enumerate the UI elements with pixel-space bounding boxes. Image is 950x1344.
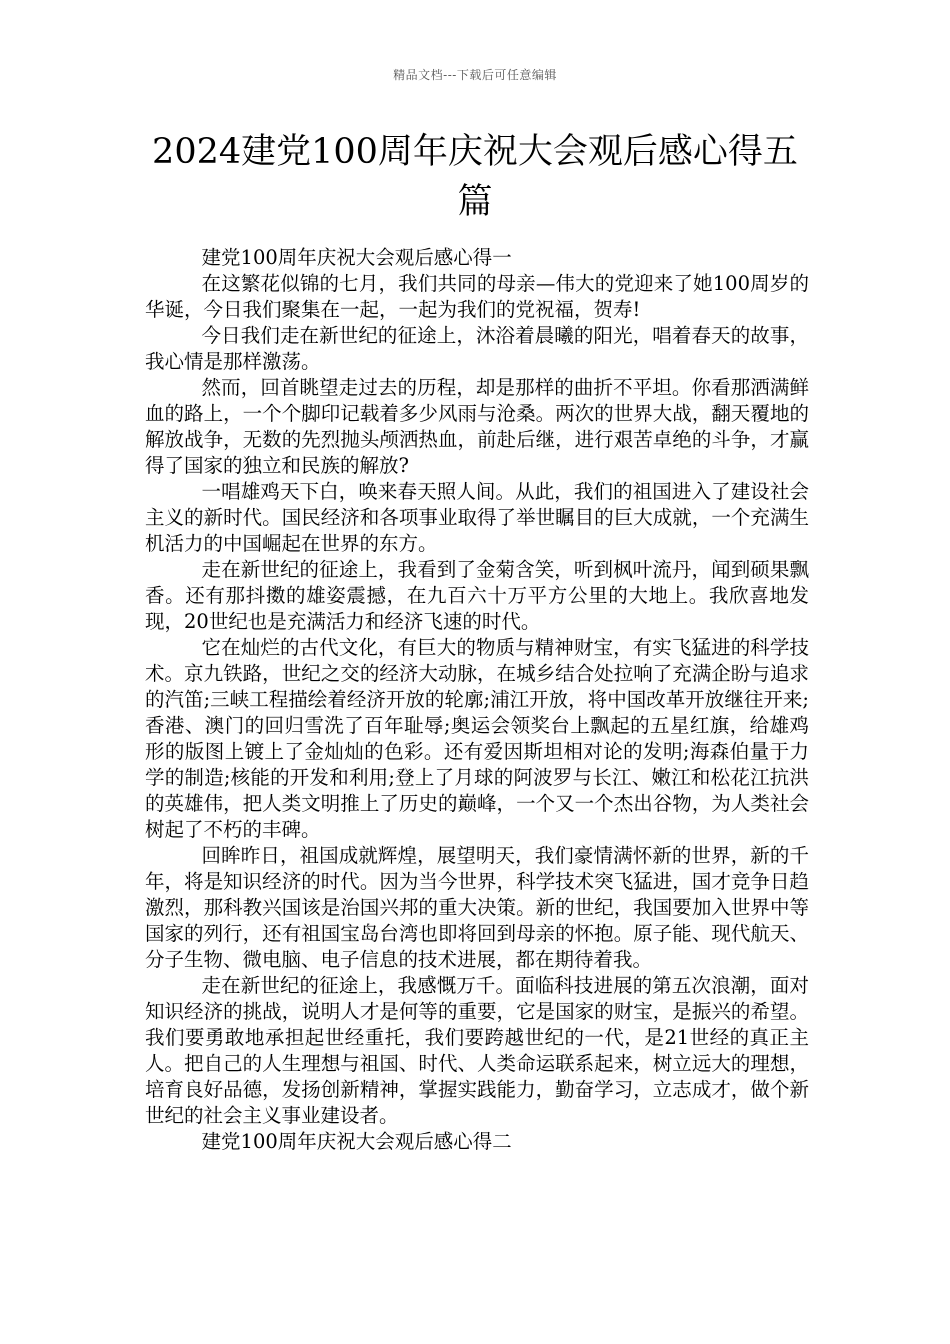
- paragraph: 它在灿烂的古代文化，有巨大的物质与精神财宝，有实飞猛进的科学技术。京九铁路，世纪之交的经济大动脉，在城乡结合处拉响了充满企盼与追求的汽笛;三峡工程描绘着经济开放的轮廓;浦江开放，将中国改革开放继往开来;香港、澳门的回归雪洗了百年耻辱;奥运会领奖台上飘起的五星红旗，给雄鸡形的版图上镀上了金灿灿的色彩。还有爱因斯坦相对论的发明;海森伯量于力学的制造;核能的开发和利用;登上了月球的阿波罗与长江、嫩江和松花江抗洪的英雄伟，把人类文明推上了历史的巅峰，一个又一个杰出谷物，为人类社会树起了不朽的丰碑。: [145, 636, 809, 841]
- document-title: 2024建党100周年庆祝大会观后感心得五篇: [152, 132, 798, 222]
- document-body: [145, 245, 809, 1155]
- paragraph: 回眸昨日，祖国成就辉煌，展望明天，我们豪情满怀新的世界，新的千年，将是知识经济的时代。因为当今世界，科学技术突飞猛进，国才竞争日趋激烈，那科教兴国该是治国兴邦的重大决策。新的世纪，我国要加入世界中等国家的列行，还有祖国宝岛台湾也即将回到母亲的怀抱。原子能、现代航天、分子生物、微电脑、电子信息的技术进展，都在期待着我。: [145, 844, 809, 971]
- paragraph: 然而，回首眺望走过去的历程，却是那样的曲折不平坦。你看那洒满鲜血的路上，一个个脚印记载着多少风雨与沧桑。两次的世界大战，翻天覆地的解放战争，无数的先烈抛头颅洒热血，前赴后继，进行艰苦卓绝的斗争，才赢得了国家的独立和民族的解放?: [145, 376, 809, 477]
- section-heading-1: 建党100周年庆祝大会观后感心得一: [201, 246, 512, 269]
- paragraph: 走在新世纪的征途上，我看到了金菊含笑，听到枫叶流丹，闻到硕果飘香。还有那抖擞的雄姿震撼，在九百六十万平方公里的大地上。我欣喜地发现，20世纪也是充满活力和经济飞速的时代。: [145, 558, 809, 633]
- paragraph: 今日我们走在新世纪的征途上，沐浴着晨曦的阳光，唱着春天的故事，我心情是那样激荡。: [145, 324, 809, 373]
- paragraph: 一唱雄鸡天下白，唤来春天照人间。从此，我们的祖国进入了建设社会主义的新时代。国民经济和各项事业取得了举世瞩目的巨大成就，一个充满生机活力的中国崛起在世界的东方。: [145, 480, 809, 555]
- header-note: 精品文档---下载后可任意编辑: [393, 68, 557, 82]
- section-heading-2: 建党100周年庆祝大会观后感心得二: [201, 1130, 512, 1153]
- paragraph: 在这繁花似锦的七月，我们共同的母亲—伟大的党迎来了她100周岁的华诞，今日我们聚集在一起，一起为我们的党祝福，贺寿!: [145, 272, 809, 321]
- paragraph: 走在新世纪的征途上，我感慨万千。面临科技进展的第五次浪潮，面对知识经济的挑战，说明人才是何等的重要，它是国家的财宝，是振兴的希望。我们要勇敢地承担起世经重托，我们要跨越世纪的一代，是21世经的真正主人。把自己的人生理想与祖国、时代、人类命运联系起来，树立远大的理想，培育良好品德，发扬创新精神，掌握实践能力，勤奋学习，立志成才，做个新世纪的社会主义事业建设者。: [145, 974, 809, 1127]
